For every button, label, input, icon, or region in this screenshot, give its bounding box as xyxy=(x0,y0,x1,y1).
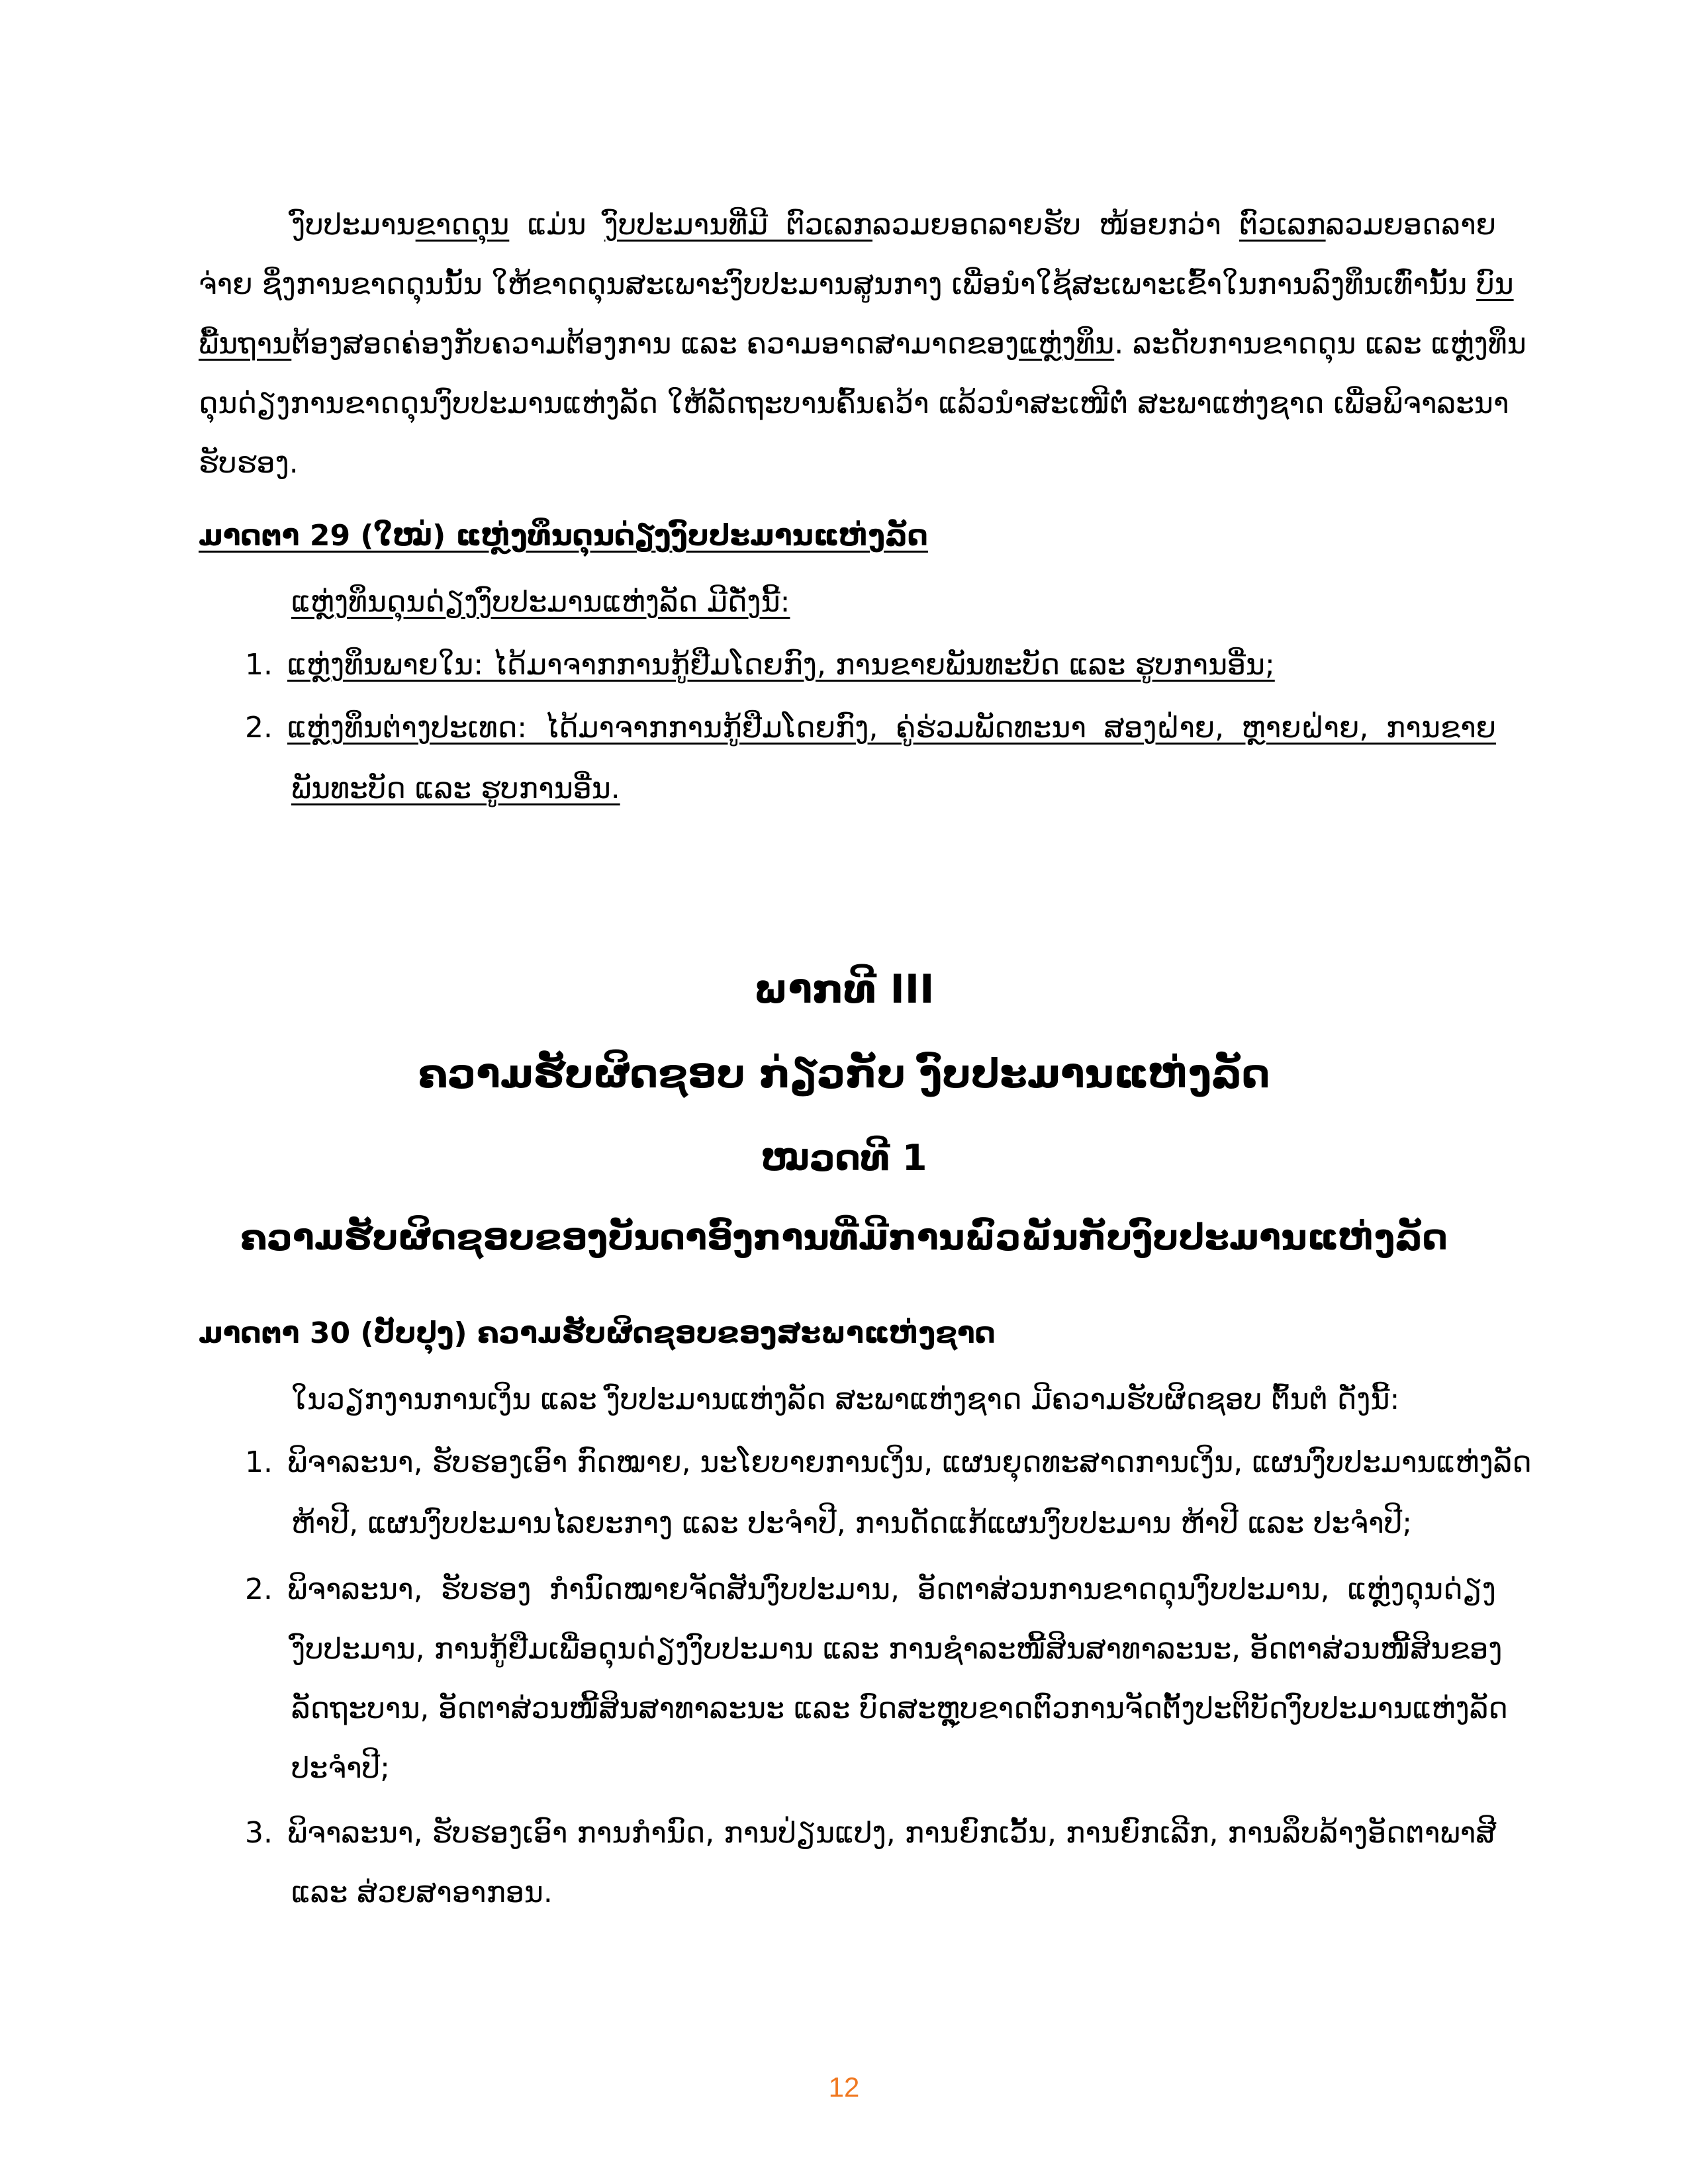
article-30-heading: ມາດຕາ 30 (ປັບປຸງ) ຄວາມຮັບຜິດຊອບຂອງສະພາແຫ່ງຊາດ xyxy=(199,1316,996,1350)
paragraph-line xyxy=(291,205,1496,245)
article-29-heading: ມາດຕາ 29 (ໃໝ່) ແຫຼ່ງທຶນດຸນດ່ຽງງົບປະມານແຫ່ງລັດ xyxy=(199,519,928,553)
page-number: 12 xyxy=(828,2071,860,2103)
paragraph-line xyxy=(199,443,1496,483)
item-text-continuation: ປະຈຳປີ; xyxy=(291,1751,390,1785)
item-number: 3. xyxy=(245,1816,273,1850)
list-item xyxy=(245,1570,1496,1610)
text-segment: ຈ່າຍ ຊຶ່ງການຂາດດຸນນັ້ນ ໃຫ້ຂາດດຸນສະເພາະງົບປະມານສູນກາງ ເພື່ອນຳໃຊ້ສະເພາະເຂົ້າໃນການລົງທຶນເທົ່ານັ້ນ xyxy=(199,267,1477,301)
item-number: 1. xyxy=(245,648,273,682)
chapter-title: ຄວາມຮັບຜິດຊອບຂອງບັນດາອົງການທີ່ມີການພົວພັນກັບງົບປະມານແຫ່ງລັດ xyxy=(240,1216,1448,1258)
item-text: ພິຈາລະນາ, ຮັບຮອງເອົາ ກົດໝາຍ, ນະໂຍບາຍການເງິນ, ແຜນຍຸດທະສາດການເງິນ, ແຜນງົບປະມານແຫ່ງລັດ xyxy=(287,1445,1532,1479)
text-segment: ລວມຍອດລາຍຮັບ ໜ້ອຍກວ່າ xyxy=(872,208,1239,242)
item-text: ແຫຼ່ງທຶນຕ່າງປະເທດ: ໄດ້ມາຈາກການກູ້ຢືມໂດຍກົງ, ຄູ່ຮ່ວມພັດທະນາ ສອງຝ່າຍ, ຫຼາຍຝ່າຍ, ການຂາຍ xyxy=(287,711,1496,745)
article-30-intro: ໃນວຽກງານການເງິນ ແລະ ງົບປະມານແຫ່ງລັດ ສະພາແຫ່ງຊາດ ມີຄວາມຮັບຜິດຊອບ ຕົ້ນຕໍ ດັ່ງນີ້: xyxy=(291,1383,1400,1416)
text-segment: ແມ່ນ xyxy=(509,208,604,242)
paragraph-line xyxy=(199,384,1509,424)
underlined-text: ຕົວເລກ xyxy=(1239,208,1326,242)
list-item xyxy=(245,645,1496,685)
part-title: ຄວາມຮັບຜິດຊອບ ກ່ຽວກັບ ງົບປະມານແຫ່ງລັດ xyxy=(418,1051,1270,1097)
text-segment: ດຸນດ່ຽງການຂາດດຸນງົບປະມານແຫ່ງລັດ ໃຫ້ລັດຖະບານຄົ້ນຄວ້າ ແລ້ວນຳສະເໜີຕໍ່ ສະພາແຫ່ງຊາດ ເພື່ອພິຈາລະນາ xyxy=(199,387,1509,420)
underlined-text: ບົນ xyxy=(1476,267,1514,301)
underlined-text: ພື້ນຖານ xyxy=(199,327,292,361)
item-text-continuation: ລັດຖະບານ, ອັດຕາສ່ວນໜີ້ສິນສາທາລະນະ ແລະ ບົດສະຫຼຸບຂາດຕົວການຈັດຕັ້ງປະຕິບັດງົບປະມານແຫ່ງລັດ xyxy=(291,1692,1508,1725)
item-number: 2. xyxy=(245,711,273,745)
item-text: ແຫຼ່ງທຶນພາຍໃນ: ໄດ້ມາຈາກການກູ້ຢືມໂດຍກົງ, ການຂາຍພັນທະບັດ ແລະ ຮູບການອື່ນ; xyxy=(287,648,1275,682)
list-item xyxy=(245,1443,1532,1482)
article-29-intro: ແຫຼ່ງທຶນດຸນດ່ຽງງົບປະມານແຫ່ງລັດ ມີດັ່ງນີ້: xyxy=(291,585,790,619)
item-text-continuation: ຫ້າປີ, ແຜນງົບປະມານໄລຍະກາງ ແລະ ປະຈຳປີ, ການດັດແກ້ແຜນງົບປະມານ ຫ້າປີ ແລະ ປະຈຳປີ; xyxy=(291,1506,1413,1540)
item-text: ພິຈາລະນາ, ຮັບຮອງເອົາ ການກຳນົດ, ການປ່ຽນແປງ, ການຍົກເວັ້ນ, ການຍົກເລີກ, ການລຶບລ້າງອັດຕາພາສີ xyxy=(287,1816,1497,1850)
item-text-continuation: ແລະ ສ່ວຍສາອາກອນ. xyxy=(291,1876,553,1909)
text-segment: . ລະດັບການຂາດດຸນ ແລະ ແຫຼ່ງທຶນ xyxy=(1114,327,1526,361)
item-number: 1. xyxy=(245,1445,273,1479)
paragraph-line xyxy=(199,265,1514,304)
text-segment: ຮັບຮອງ. xyxy=(199,446,299,480)
underlined-text: ແຫຼ່ງທຶນ xyxy=(1019,327,1115,361)
list-item xyxy=(245,708,1496,748)
text-segment: ລວມຍອດລາຍ xyxy=(1325,208,1496,242)
item-text: ພິຈາລະນາ, ຮັບຮອງ ກຳນົດໝາຍຈັດສັນງົບປະມານ, ອັດຕາສ່ວນການຂາດດຸນງົບປະມານ, ແຫຼ່ງດຸນດ່ຽງ xyxy=(287,1572,1496,1606)
paragraph-line xyxy=(199,324,1526,364)
list-item xyxy=(245,1813,1496,1853)
item-number: 2. xyxy=(245,1572,273,1606)
text-segment: ຕ້ອງສອດຄ່ອງກັບຄວາມຕ້ອງການ ແລະ ຄວາມອາດສາມາດຂອງ xyxy=(291,327,1019,361)
part-heading: ພາກທີ III xyxy=(753,966,935,1013)
underlined-text: ຂາດດຸນ xyxy=(415,208,510,242)
underlined-text: ງົບປະມານທີ່ມີ ຕົວເລກ xyxy=(604,208,873,242)
item-text-continuation: ພັນທະບັດ ແລະ ຮູບການອື່ນ. xyxy=(291,772,620,805)
item-text-continuation: ງົບປະມານ, ການກູ້ຢືມເພື່ອດຸນດ່ຽງງົບປະມານ ແລະ ການຊຳລະໜີ້ສິນສາທາລະນະ, ອັດຕາສ່ວນໜີ້ສິນຂອງ xyxy=(291,1632,1503,1666)
chapter-heading: ໝວດທີ 1 xyxy=(761,1137,927,1179)
text-segment: ງົບປະມານ xyxy=(291,208,416,242)
